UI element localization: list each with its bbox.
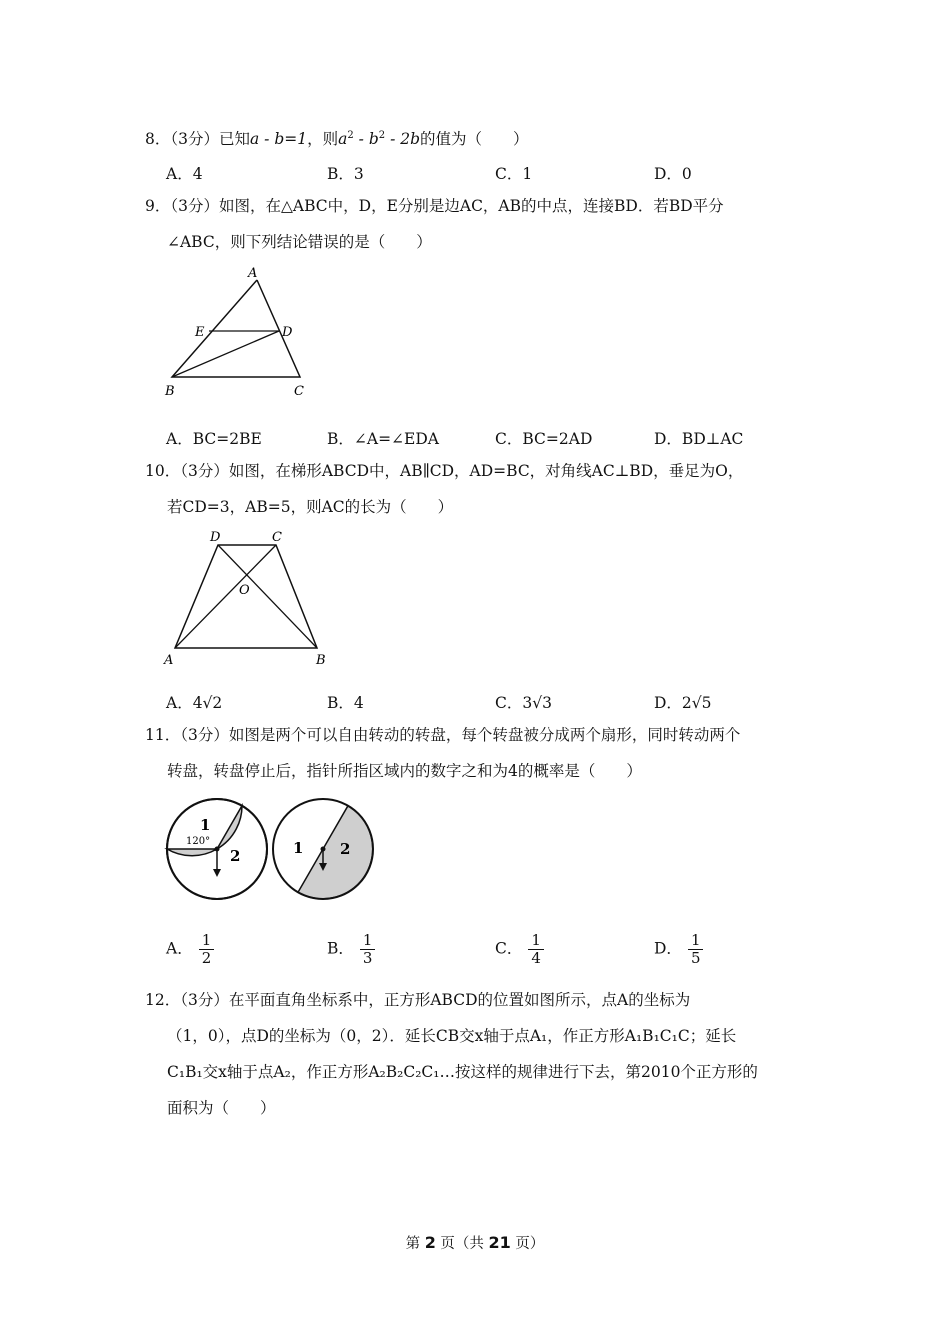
q11-options	[166, 932, 806, 976]
q9-line2: ∠ABC，则下列结论错误的是（ ）	[167, 233, 432, 251]
q9-label-e: E	[195, 325, 205, 340]
q11-line1: （3分）如图是两个可以自由转动的转盘，每个转盘被分成两个扇形，同时转动两个	[180, 726, 741, 744]
q9-option-a[interactable]: A．BC=2BE	[166, 430, 262, 448]
question-11	[145, 717, 810, 789]
q11-option-a[interactable]	[166, 932, 214, 967]
q10-diagonal-ac	[175, 545, 276, 648]
q10-trapezoid-figure	[160, 526, 340, 671]
q11-left-angle: 120°	[186, 836, 211, 847]
q11-spinner-left	[167, 799, 267, 899]
q11-spinner-right	[273, 799, 373, 899]
q12-line1: （3分）在平面直角坐标系中，正方形ABCD的位置如图所示，点A的坐标为	[180, 991, 691, 1009]
q8-expr2-a: a	[338, 130, 348, 149]
q11-option-a-den: 2	[201, 949, 212, 967]
q11-line2: 转盘，转盘停止后，指针所指区域内的数字之和为4的概率是（ ）	[167, 762, 642, 780]
q10-number: 10．	[145, 462, 181, 480]
q11-option-b[interactable]	[327, 932, 375, 967]
footer-middle: 页（共	[435, 1236, 489, 1252]
q11-option-b-letter: B．	[327, 939, 354, 958]
q9-triangle-abc	[172, 280, 300, 377]
question-12	[145, 982, 810, 1126]
q11-option-b-num: 1	[360, 932, 376, 950]
q11-right-shaded-sector	[298, 806, 373, 899]
q10-label-o: O	[239, 583, 250, 598]
q8-text-a: （3分）已知	[170, 130, 250, 149]
q11-right-label-2: 2	[340, 840, 351, 858]
q10-diagonal-bd	[218, 545, 317, 648]
q10-label-a: A	[164, 653, 174, 668]
q11-option-a-letter: A．	[166, 939, 193, 958]
question-10	[145, 453, 810, 525]
q12-line2: （1，0），点D的坐标为（0，2）．延长CB交x轴于点A₁，作正方形A₁B₁C₁C；延长	[167, 1027, 737, 1045]
q10-label-b: B	[316, 653, 326, 668]
q10-option-a[interactable]: A．4√2	[166, 694, 223, 712]
q9-label-d: D	[282, 325, 293, 340]
q8-text-b: ，则	[307, 130, 339, 149]
q8-expr2-sup1: 2	[347, 130, 354, 141]
footer-total-pages: 21	[488, 1233, 511, 1252]
q9-triangle-figure	[160, 262, 320, 402]
question-9	[145, 188, 810, 260]
q10-label-c: C	[272, 530, 282, 545]
q11-option-c-letter: C．	[495, 939, 523, 958]
q11-option-b-den: 3	[362, 949, 373, 967]
q9-segment-bd	[172, 331, 279, 377]
q9-line1: （3分）如图，在△ABC中，D，E分别是边AC，AB的中点，连接BD．若BD平分	[170, 197, 724, 215]
q9-option-c[interactable]: C．BC=2AD	[495, 430, 593, 448]
q10-option-b[interactable]: B．4	[327, 694, 364, 712]
q9-option-d[interactable]: D．BD⊥AC	[654, 430, 744, 448]
q8-expr: a - b=1	[250, 130, 308, 149]
question-8	[145, 118, 810, 157]
q8-expr2-c: - 2b	[385, 130, 421, 149]
q11-option-d-letter: D．	[654, 939, 682, 958]
q11-option-c[interactable]	[495, 932, 544, 967]
q11-option-d-num: 1	[688, 932, 704, 950]
q9-label-b: B	[165, 384, 175, 399]
q8-expr2-sup2: 2	[378, 130, 386, 141]
q11-option-b-fraction	[360, 932, 376, 967]
q11-option-d[interactable]	[654, 932, 703, 967]
q8-option-d[interactable]: D．0	[654, 165, 692, 183]
q10-line2: 若CD=3，AB=5，则AC的长为（ ）	[167, 498, 454, 516]
q11-number: 11．	[145, 726, 181, 744]
q9-option-b[interactable]: B．∠A=∠EDA	[327, 430, 439, 448]
q8-option-b[interactable]: B．3	[327, 165, 364, 183]
q8-number: 8．	[145, 130, 171, 149]
q11-option-a-fraction	[199, 932, 215, 967]
q10-line1: （3分）如图，在梯形ABCD中，AB∥CD，AD=BC，对角线AC⊥BD，垂足为O，	[180, 462, 744, 480]
q11-option-c-fraction	[528, 932, 544, 967]
q12-line3: C₁B₁交x轴于点A₂，作正方形A₂B₂C₂C₁…按这样的规律进行下去，第2010个正方形的	[167, 1063, 758, 1081]
q9-label-a: A	[248, 266, 258, 281]
q11-option-d-den: 5	[690, 949, 701, 967]
q11-right-label-1: 1	[293, 839, 304, 857]
q11-option-c-den: 4	[531, 949, 541, 967]
q11-option-d-fraction	[688, 932, 704, 967]
q11-left-label-1: 1	[200, 816, 211, 834]
q11-option-a-num: 1	[199, 932, 215, 950]
q11-left-label-2: 2	[230, 847, 241, 865]
q8-option-c[interactable]: C．1	[495, 165, 533, 183]
q11-spinners-figure	[160, 793, 390, 903]
q8-text-c: 的值为（ ）	[420, 130, 529, 149]
footer-suffix: 页）	[510, 1236, 545, 1252]
q8-option-a[interactable]: A．4	[166, 165, 203, 183]
q10-label-d: D	[210, 530, 221, 545]
q9-label-c: C	[294, 384, 304, 399]
q9-number: 9．	[145, 197, 171, 215]
q11-option-c-num: 1	[528, 932, 544, 950]
q12-number: 12．	[145, 991, 181, 1009]
footer-prefix: 第	[405, 1236, 425, 1252]
q10-option-d[interactable]: D．2√5	[654, 694, 712, 712]
q10-option-c[interactable]: C．3√3	[495, 694, 552, 712]
footer-page-number: 2	[424, 1233, 436, 1252]
page-footer	[0, 1232, 950, 1253]
q12-line4: 面积为（ ）	[167, 1099, 276, 1117]
q8-expr2-b: - b	[353, 130, 379, 149]
